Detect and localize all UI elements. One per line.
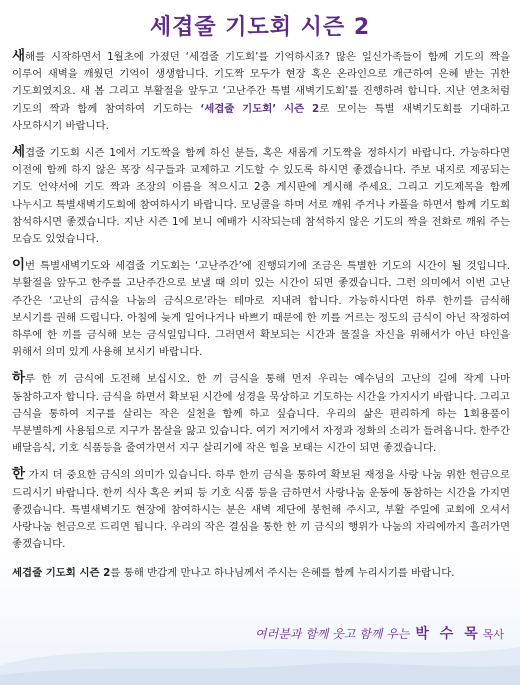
signature-title: 목사 (482, 628, 504, 641)
paragraph-text: 로 모이는 특별 새벽기도회를 기대하고 사모하시기 바랍니다. (12, 102, 511, 132)
paragraph-text: 가지 더 중요한 금식의 의미가 있습니다. 하루 한끼 금식을 통하여 확보된 재정을 사랑 나눔 위한 헌금으로 드리시기 바랍니다. 한끼 식사 혹은 커피 등 기호 식품 등을 금하면서 사랑나눔 운동에 동참하는 시간을 가지면 좋겠습니다. 특별새벽기도 현장에 참여하시는 분은 새벽 제단에 봉헌해 주시고, 부활 주일에 교회에 오셔서 사랑나눔 헌금으로 드리면 됩니다. 우리의 작은 결심을 통한 한 끼 금식의 행위가 나눔의 자리에까지 흘러가면 좋겠습니다. (12, 469, 510, 551)
page-title: 세겹줄 기도회 시즌 2 (149, 15, 371, 40)
drop-letter: 하 (12, 370, 26, 387)
closing-emphasis: 세겹줄 기도회 시즌 2 (12, 567, 111, 580)
drop-letter: 이 (12, 257, 26, 274)
emphasis-text: ‘세겹줄 기도회’ 시즌 2 (200, 102, 320, 115)
paragraph-text: 해를 시작하면서 1월초에 가졌던 ‘세겹줄 기도회’를 기억하시죠? 많은 일신가족들이 함께 기도의 짝을 이루어 새벽을 깨웠던 기억이 생생합니다. 기도짝 모두가 현장 혹은 온라인으로 개근하여 은혜 받는 귀한 기도회였지요. 새 봄 그리고 부활절을 앞두고 ‘고난주간 특별 새벽기도회’를 진행하려 합니다. 지난 연초처럼 기도의 짝과 함께 참여하여 기도하는 (12, 51, 510, 115)
paragraph-5 (12, 466, 510, 553)
paragraph-2 (12, 144, 510, 248)
signature-greeting: 여러분과 함께 웃고 함께 우는 (255, 627, 410, 641)
signature-name: 박 수 목 (415, 626, 481, 642)
closing-text: 를 통해 반갑게 만나고 하나님께서 주시는 은혜를 함께 누리시기를 바랍니다. (110, 567, 455, 580)
paragraph-1 (12, 48, 510, 135)
drop-letter: 새 (12, 48, 26, 64)
paragraph-text: 루 한 끼 금식에 도전해 보십시오. 한 끼 금식을 통해 먼저 우리는 예수님의 고난의 길에 작게 나마 동참하고자 합니다. 금식을 하면서 확보된 시간에 성경을 묵상하고 기도하는 시간을 가지시기 바랍니다. 그리고 금식을 통하여 지구를 살리는 작은 실천을 함께 하고 싶습니다. 우리의 삶은 편리하게 하는 1회용품이 무분별하게 사용됨으로 지구가 몸살을 앓고 있습니다. 여기 저기에서 자정과 정화의 소리가 들려옵니다. 한주간 배달음식, 기호 식품등을 줄여가면서 지구 살리기에 작은 힘을 보태는 시간이 되면 좋겠습니다. (12, 373, 510, 455)
drop-letter: 한 (12, 466, 26, 483)
signature (255, 623, 504, 643)
paragraph-text: 겹줄 기도회 시즌 1에서 기도짝을 함께 하신 분들, 혹은 새롭게 기도짝을 정하시기 바랍니다. 가능하다면 이전에 함께 하지 않은 목장 식구들과 교제하고 기도할 수 있도록 하시면 좋겠습니다. 주보 내지로 제공되는 기도 언약서에 기도 짝과 조장의 이름을 적으시고 2층 게시판에 게시해 주세요. 그리고 기도제목을 함께 나누시고 특별새벽기도회에 참여하시기 바랍니다. 모닝콜을 하며 서로 깨워 주거나 카풀을 하면서 함께 기도회 참석하시면 좋겠습니다. 지난 시즌 1에 보니 예배가 시작되는데 참석하지 않은 기도의 짝을 전화로 깨워 주는 모습도 있었습니다. (12, 147, 510, 246)
paragraph-text: 번 특별새벽기도와 세겹줄 기도회는 ‘고난주간’에 진행되기에 조금은 특별한 기도의 시간이 될 것입니다. 부활절을 앞두고 한주를 고난주간으로 보낼 때 의미 있는 시간이 되면 좋겠습니다. 그런 의미에서 이번 고난 주간은 ‘고난의 금식을 나눔의 금식으로’라는 테마로 지내려 합니다. 가능하시다면 하루 한끼를 금식해 보시기를 권해 드립니다. 아침에 늦게 일어나거나 바쁘기 때문에 한 끼를 거르는 정도의 금식이 아닌 작정하여 하루에 한 끼를 금식해 보는 금식일입니다. 그러면서 확보되는 시간과 물질을 자신을 위해서가 아닌 타인을 위해서 의미 있게 사용해 보시기 바랍니다. (12, 260, 510, 359)
paragraph-4 (12, 370, 510, 457)
article-body (12, 48, 510, 591)
closing-paragraph (12, 565, 510, 582)
drop-letter: 세 (12, 144, 26, 161)
paragraph-3 (12, 257, 510, 361)
